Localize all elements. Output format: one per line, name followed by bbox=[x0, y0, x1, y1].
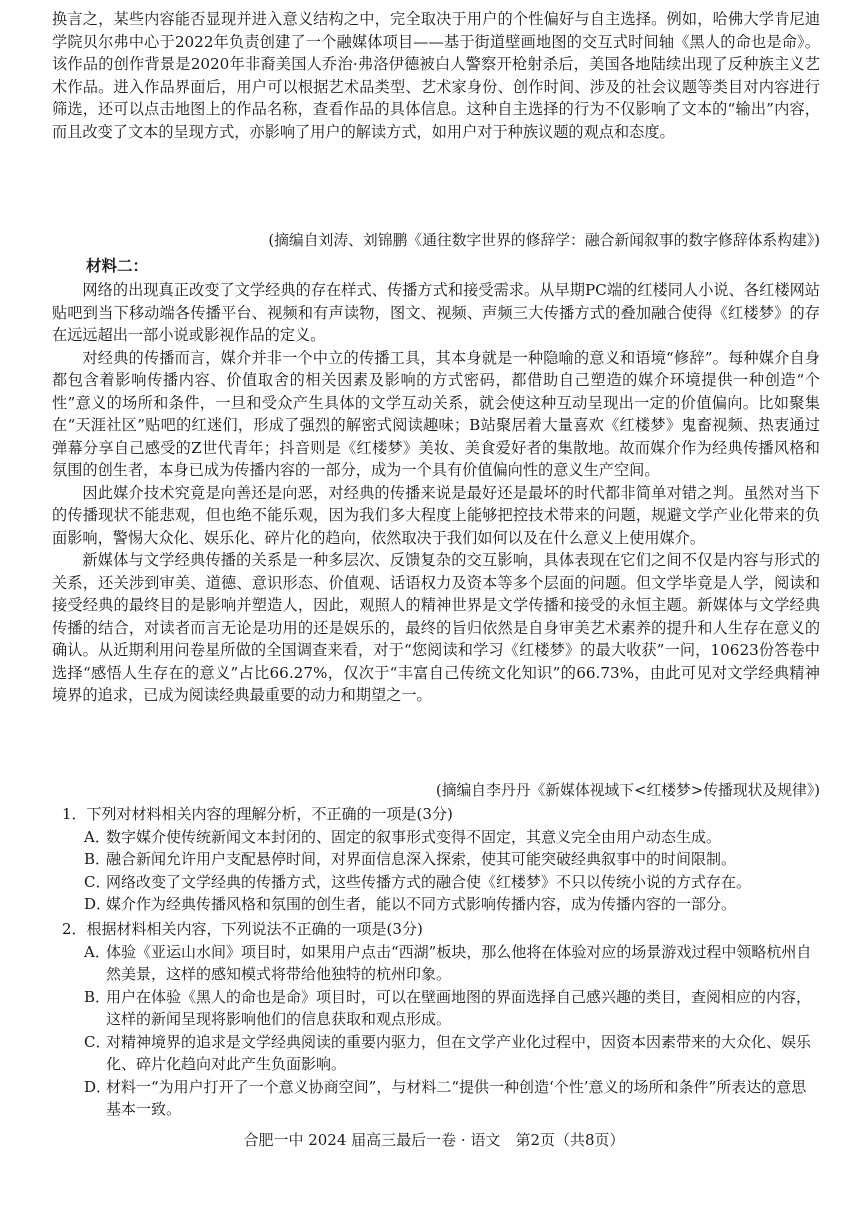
option-text: 材料一“为用户打开了一个意义协商空间”，与材料二“提供一种创造‘个性’意义的场所和条件”所表达的意思基本一致。 bbox=[106, 1077, 807, 1118]
material-2-body bbox=[52, 279, 820, 707]
option-text: 数字媒介使传统新闻文本封闭的、固定的叙事形式变得不固定，其意义完全由用户动态生成。 bbox=[106, 827, 722, 846]
material-2-paragraph: 新媒体与文学经典传播的关系是一种多层次、反馈复杂的交互影响，具体表现在它们之间不仅是内容与形式的关系，还关涉到审美、道德、意识形态、价值观、话语权力及资本等多个层面的问题。但文学毕竟是人学，阅读和接受经典的最终目的是影响并塑造人，因此，观照人的精神世界是文学传播和接受的永恒主题。新媒体与文学经典传播的结合，对读者而言无论是功用的还是娱乐的，最终的旨归依然是自身审美艺术素养的提升和人生存在意义的确认。从近期利用问卷星所做的全国调查来看，对于“您阅读和学习《红楼梦》的最大收获”一问，10623份答卷中选择“感悟人生存在的意义”占比66.27%，仅次于“丰富自己传统文化知识”的66.73%，由此可见对文学经典精神境界的追求，已成为阅读经典最重要的动力和期望之一。 bbox=[52, 551, 820, 704]
intro-paragraph-block bbox=[52, 8, 820, 143]
option-text: 用户在体验《黑人的命也是命》项目时，可以在壁画地图的界面选择自己感兴趣的类目，查阅相应的内容，这样的新闻呈现将影响他们的信息获取和观点形成。 bbox=[106, 987, 812, 1028]
question-1 bbox=[62, 803, 820, 916]
intro-paragraph: 换言之，某些内容能否显现并进入意义结构之中，完全取决于用户的个性偏好与自主选择。例如，哈佛大学肯尼迪学院贝尔弗中心于2022年负责创建了一个融媒体项目——基于街道壁画地图的交互式时间轴《黑人的命也是命》。该作品的创作背景是2020年非裔美国人乔治·弗洛伊德被白人警察开枪射杀后，美国各地陆续出现了反种族主义艺术作品。进入作品界面后，用户可以根据艺术品类型、艺术家身份、创作时间、涉及的社会议题等类目对内容进行筛选，还可以点击地图上的作品名称，查看作品的具体信息。这种自主选择的行为不仅影响了文本的“输出”内容，而且改变了文本的呈现方式，亦影响了用户的解读方式，如用户对于种族议题的观点和态度。 bbox=[52, 10, 820, 141]
option-text: 融合新闻允许用户支配悬停时间，对界面信息深入探索，使其可能突破经典叙事中的时间限制。 bbox=[106, 850, 737, 868]
option-letter: D． bbox=[84, 1077, 112, 1096]
option-letter: C． bbox=[84, 1032, 111, 1051]
question-2 bbox=[62, 918, 820, 1121]
material-2-heading: 材料二： bbox=[86, 256, 149, 275]
source-citation-1: (摘编自刘涛、刘锦鹏《通往数字世界的修辞学：融合新闻叙事的数字修辞体系构建》) bbox=[268, 232, 820, 249]
source-citation-2: (摘编自李丹丹《新媒体视域下<红楼梦>传播现状及规律》) bbox=[435, 782, 820, 799]
material-2-paragraph: 因此媒介技术究竟是向善还是向恶，对经典的传播来说是最好还是最坏的时代都非简单对错之判。虽然对当下的传播现状不能悲观，但也绝不能乐观，因为我们多大程度上能够把控技术带来的问题，规避文学产业化带来的负面影响，警惕大众化、娱乐化、碎片化的趋向，依然取决于我们如何以及在什么意义上使用媒介。 bbox=[52, 483, 820, 547]
answer-option[interactable] bbox=[84, 941, 820, 986]
answer-option[interactable] bbox=[84, 986, 820, 1031]
option-letter: C． bbox=[84, 872, 111, 891]
option-text: 对精神境界的追求是文学经典阅读的重要内驱力，但在文学产业化过程中，因资本因素带来的大众化、娱乐化、碎片化趋向对此产生负面影响。 bbox=[106, 1032, 812, 1073]
answer-option[interactable] bbox=[84, 1076, 820, 1121]
answer-option[interactable] bbox=[84, 848, 820, 871]
option-letter: A． bbox=[84, 942, 110, 961]
answer-option[interactable] bbox=[84, 871, 820, 894]
option-text: 体验《亚运山水间》项目时，如果用户点击“西湖”板块，那么他将在体验对应的场景游戏过程中领略杭州自然美景，这样的感知模式将带给他独特的杭州印象。 bbox=[106, 942, 812, 983]
option-text: 网络改变了文学经典的传播方式，这些传播方式的融合使《红楼梦》不只以传统小说的方式存在。 bbox=[106, 872, 752, 891]
option-letter: D． bbox=[84, 895, 112, 913]
material-2-paragraph: 网络的出现真正改变了文学经典的存在样式、传播方式和接受需求。从早期PC端的红楼同人小说、各红楼网站贴吧到当下移动端各传播平台、视频和有声读物，图文、视频、声频三大传播方式的叠加融合使得《红楼梦》的存在远远超出一部小说或影视作品的定义。 bbox=[52, 281, 820, 344]
option-letter: B． bbox=[84, 987, 111, 1006]
option-letter: B． bbox=[84, 850, 111, 868]
material-2-paragraph: 对经典的传播而言，媒介并非一个中立的传播工具，其本身就是一种隐喻的意义和语境“修辞”。每种媒介自身都包含着影响传播内容、价值取舍的相关因素及影响的方式密码，都借助自己塑造的媒介环境提供一种创造“个性”意义的场所和条件，一旦和受众产生具体的文学互动关系，就会使这种互动呈现出一定的价值偏向。比如聚集在“天涯社区”贴吧的红迷们，形成了强烈的解密式阅读趣味；B站聚居着大量喜欢《红楼梦》鬼畜视频、热衷通过弹幕分享自己感受的Z世代青年；抖音则是《红楼梦》美妆、美食爱好者的集散地。故而媒介作为经典传播风格和氛围的创生者，本身已成为传播内容的一部分，成为一个具有价值偏向性的意义生产空间。 bbox=[52, 348, 820, 479]
page-footer: 合肥一中 2024 届高三最后一卷 · 语文 第2页（共8页） bbox=[243, 1131, 625, 1149]
answer-option[interactable] bbox=[84, 893, 820, 916]
option-text: 媒介作为经典传播风格和氛围的创生者，能以不同方式影响传播内容，成为传播内容的一部分。 bbox=[106, 895, 737, 913]
question-stem: 2．根据材料相关内容，下列说法不正确的一项是(3分) bbox=[62, 920, 423, 938]
answer-option[interactable] bbox=[84, 826, 820, 849]
answer-option[interactable] bbox=[84, 1031, 820, 1076]
option-letter: A． bbox=[84, 827, 110, 846]
question-stem: 1．下列对材料相关内容的理解分析，不正确的一项是(3分) bbox=[62, 805, 453, 823]
